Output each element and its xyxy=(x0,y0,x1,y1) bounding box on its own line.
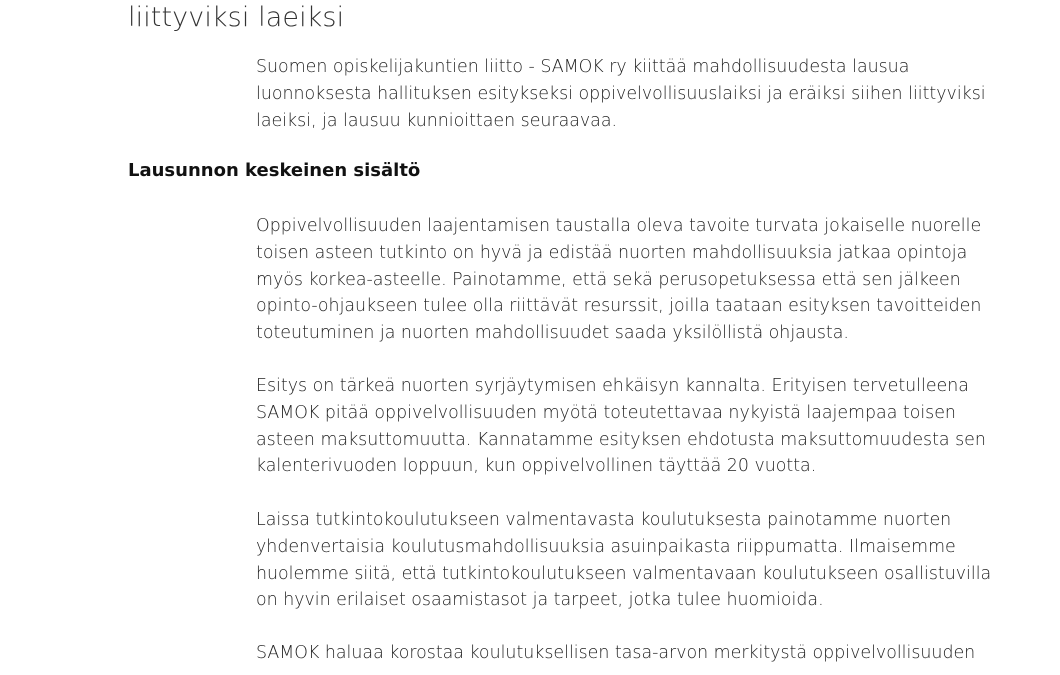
paragraph-line: Esitys on tärkeä nuorten syrjäytymisen ehkäisyn kannalta. Erityisen tervetulleena xyxy=(256,376,969,396)
intro-paragraph xyxy=(256,54,986,134)
body-paragraph-3 xyxy=(256,507,992,614)
body-paragraph-1 xyxy=(256,213,982,347)
paragraph-line: opinto-ohjaukseen tulee olla riittävät resurssit, joilla taataan esityksen tavoitteiden xyxy=(256,296,982,317)
paragraph-line: myös korkea-asteelle. Painotamme, että sekä perusopetuksessa että sen jälkeen xyxy=(256,269,961,290)
paragraph-line: huolemme siitä, että tutkintokoulutukseen valmentavaan koulutukseen osallistuvilla xyxy=(256,563,992,584)
paragraph-line: SAMOK pitää oppivelvollisuuden myötä toteutettavaa nykyistä laajempaa toisen xyxy=(256,402,956,423)
paragraph-line: yhdenvertaisia koulutusmahdollisuuksia asuinpaikasta riippumatta. Ilmaisemme xyxy=(256,536,956,557)
body-paragraph-4 xyxy=(256,640,976,667)
intro-line: Suomen opiskelijakuntien liitto - SAMOK ry kiittää mahdollisuudesta lausua xyxy=(256,57,910,77)
paragraph-line: Laissa tutkintokoulutukseen valmentavasta koulutuksesta painotamme nuorten xyxy=(256,510,952,530)
paragraph-line: toisen asteen tutkinto on hyvä ja edistää nuorten mahdollisuuksia jatkaa opintoja xyxy=(256,242,968,263)
body-paragraph-2 xyxy=(256,373,986,480)
paragraph-line: SAMOK haluaa korostaa koulutuksellisen tasa-arvon merkitystä oppivelvollisuuden xyxy=(256,643,976,663)
title-fragment: liittyviksi laeiksi xyxy=(128,2,345,33)
paragraph-line: toteutuminen ja nuorten mahdollisuudet saada yksilöllistä ohjausta. xyxy=(256,323,849,344)
section-heading: Lausunnon keskeinen sisältö xyxy=(128,160,421,181)
paragraph-line: asteen maksuttomuutta. Kannatamme esityksen ehdotusta maksuttomuudesta sen xyxy=(256,429,986,450)
paragraph-line: Oppivelvollisuuden laajentamisen taustalla oleva tavoite turvata jokaiselle nuorelle xyxy=(256,216,982,236)
intro-line: laeiksi, ja lausuu kunnioittaen seuraavaa. xyxy=(256,110,618,131)
paragraph-line: on hyvin erilaiset osaamistasot ja tarpeet, jotka tulee huomioida. xyxy=(256,590,824,611)
paragraph-line: kalenterivuoden loppuun, kun oppivelvollinen täyttää 20 vuotta. xyxy=(256,456,817,477)
intro-line: luonnoksesta hallituksen esitykseksi oppivelvollisuuslaiksi ja eräiksi siihen liittyviksi xyxy=(256,83,986,104)
